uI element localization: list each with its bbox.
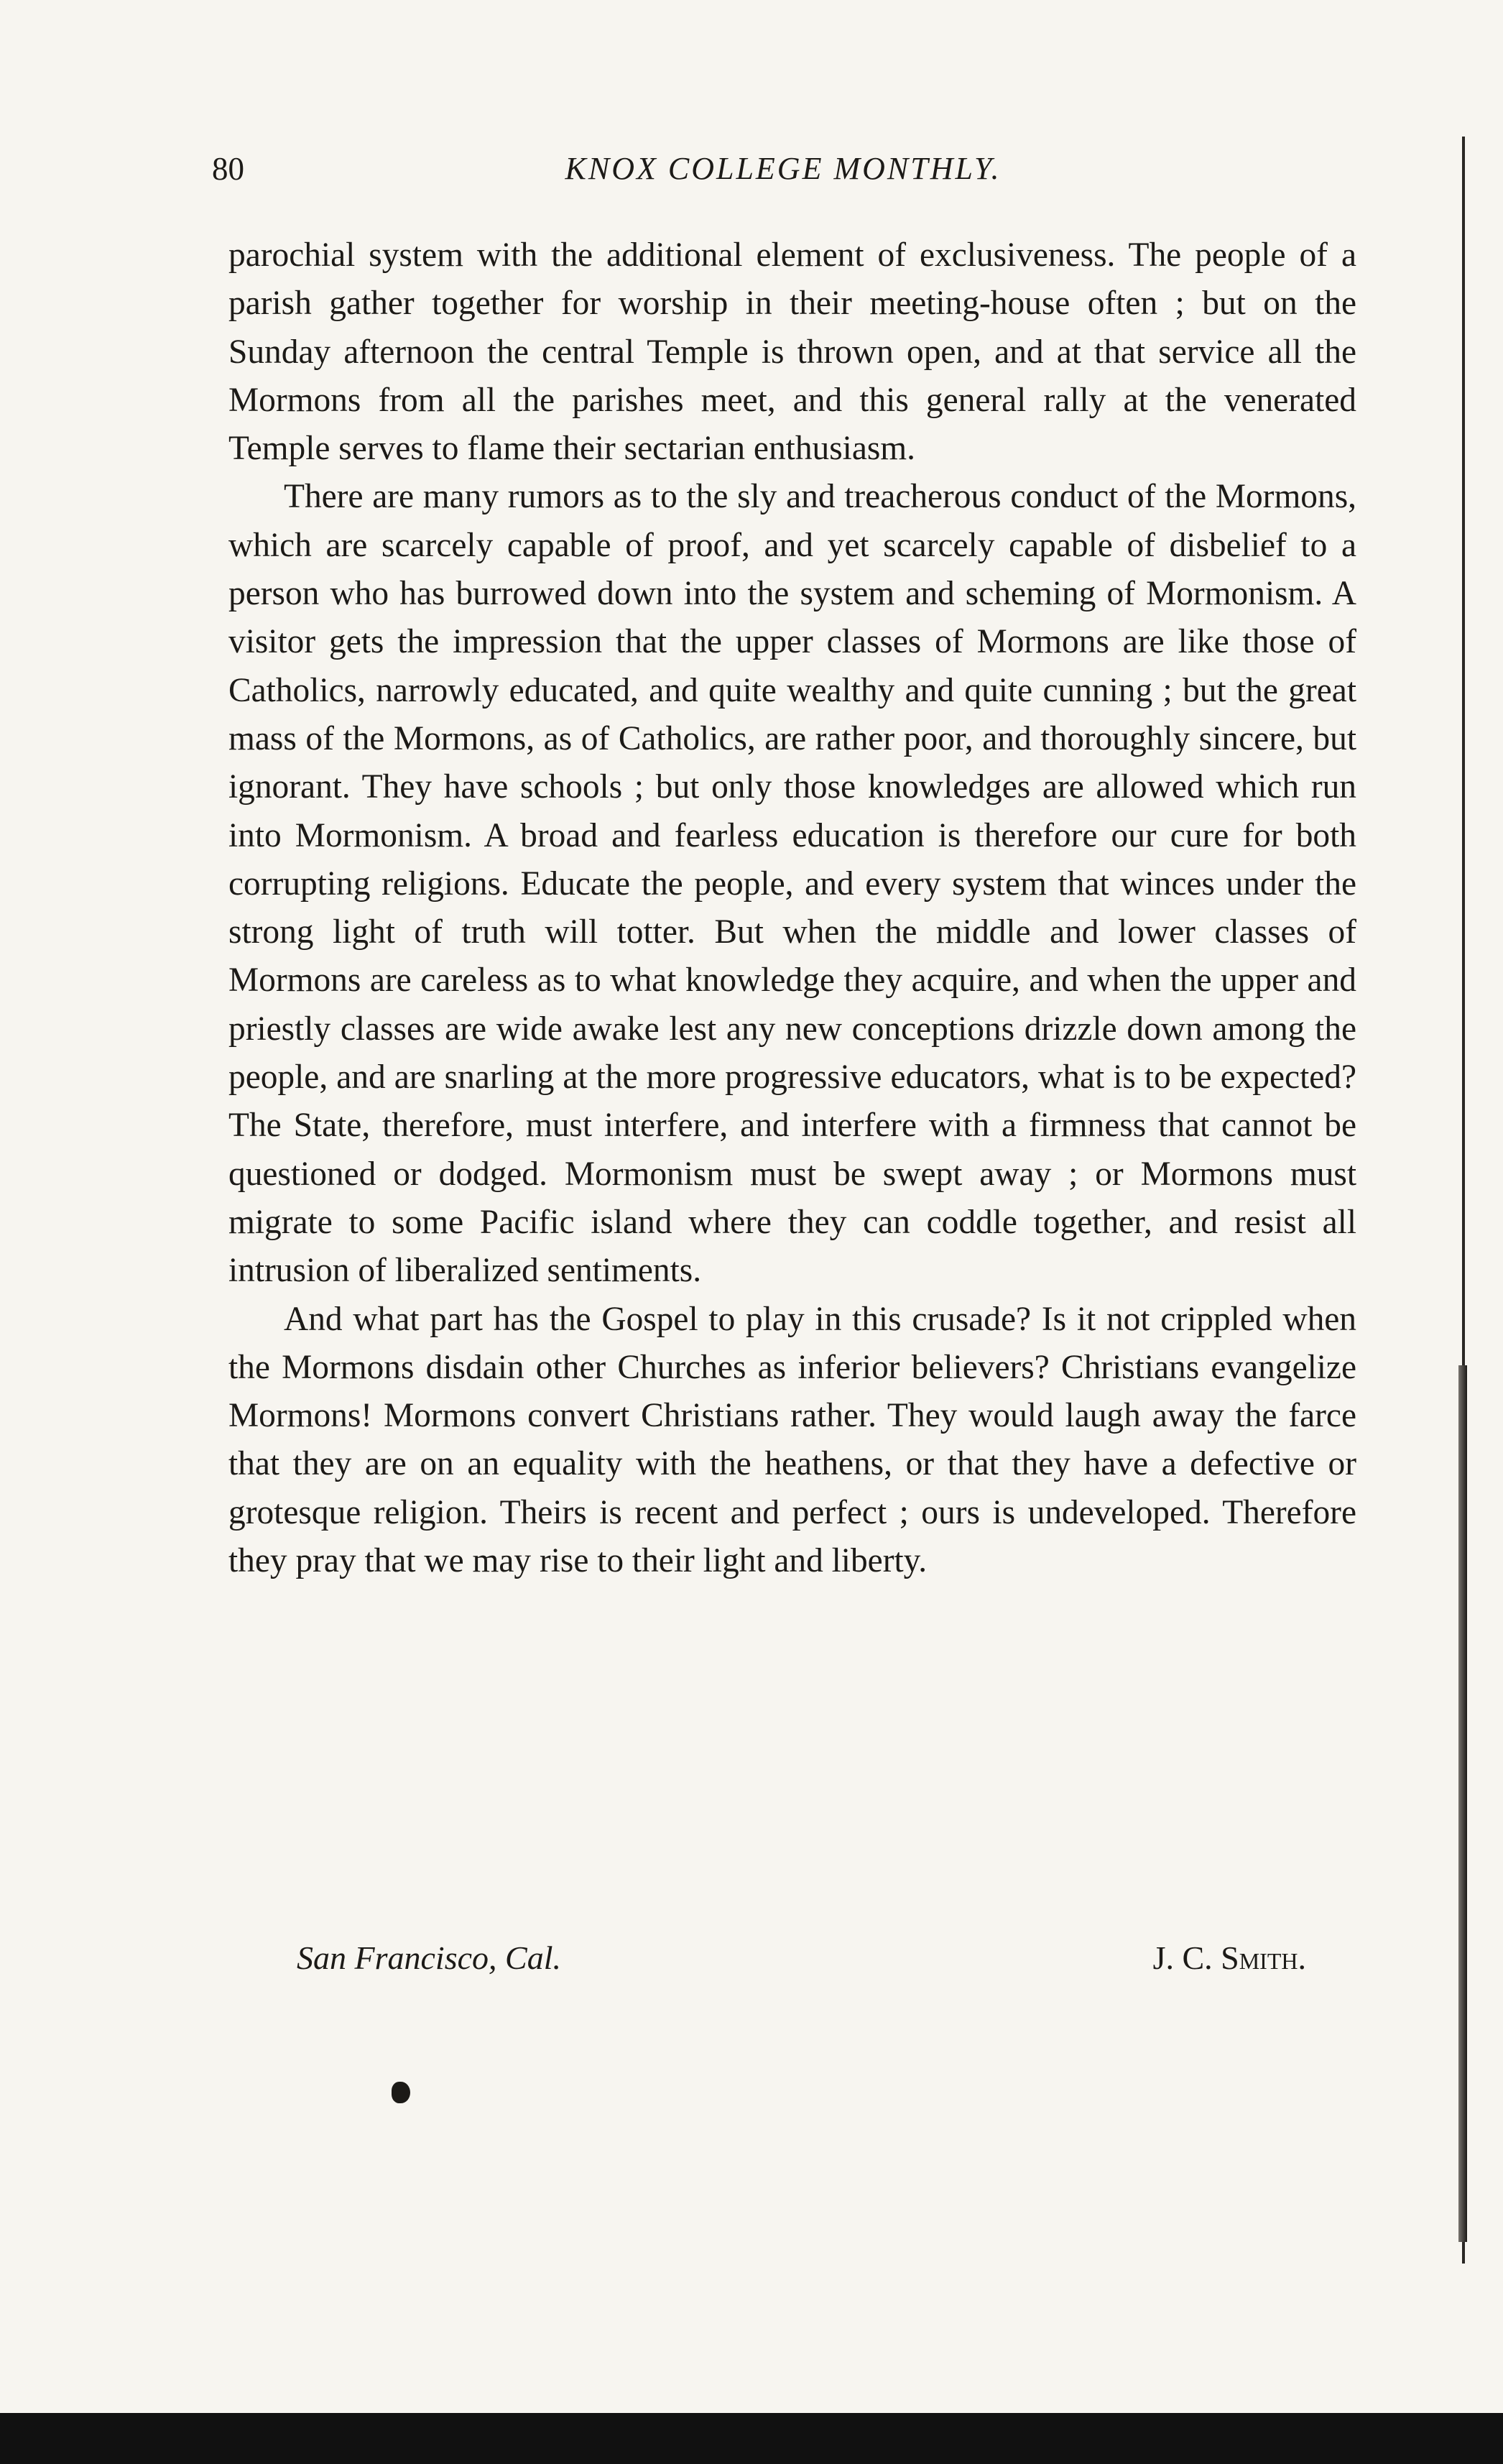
running-title: KNOX COLLEGE MONTHLY. — [565, 151, 1002, 186]
binding-shadow — [1458, 1365, 1467, 2242]
page-header — [212, 147, 1354, 190]
article-body — [228, 231, 1356, 1585]
ink-blot-mark — [392, 2082, 410, 2103]
paragraph-3: And what part has the Gospel to play in this crusade? Is it not crippled when the Mormons disdain other Churches as inferior believers? Christians evangelize Mormons! Mormons convert Christians rather. They would laugh away the farce that they are on an equality with the heathens, or that they have a defective or grotesque religion. Theirs is recent and perfect ; ours is undeveloped. Therefore they pray that we may rise to their light and liberty. — [228, 1300, 1356, 1580]
signature-line — [228, 1933, 1356, 1983]
signature-place: San Francisco, Cal. — [297, 1939, 561, 1976]
paragraph-2: There are many rumors as to the sly and treacherous conduct of the Mormons, which are scarcely capable of proof, and yet scarcely capable of disbelief to a person who has burrowed down into the system and scheming of Mormonism. A visitor gets the impression that the upper classes of Mormons are like those of Catholics, narrowly educated, and quite wealthy and quite cunning ; but the great mass of the Mormons, as of Catholics, are rather poor, and thoroughly sincere, but ignorant. They have schools ; but only those knowledges are allowed which run into Mormonism. A broad and fearless education is therefore our cure for both corrupting religions. Educate the people, and every system that winces under the strong light of truth will totter. But when the middle and lower classes of Mormons are careless as to what knowledge they acquire, and when the upper and priestly classes are wide awake lest any new conceptions drizzle down among the people, and are snarling at the more progressive educators, what is to be expected? The State, therefore, must interfere, and interfere with a firmness that cannot be questioned or dodged. Mormonism must be swept away ; or Mormons must migrate to some Pacific island where they can coddle together, and resist all intrusion of liberalized sentiments. — [228, 478, 1356, 1290]
scan-bottom-band — [0, 2413, 1503, 2464]
signature-author: J. C. Smith. — [1152, 1939, 1306, 1976]
paragraph-1: parochial system with the additional element of exclusiveness. The people of a parish gather together for worship in their meeting-house often ; but on the Sunday afternoon the central Temple is thrown open, and at that service all the Mormons from all the parishes meet, and this general rally at the venerated Temple serves to flame their sectarian enthusiasm. — [228, 236, 1356, 468]
page-number: 80 — [212, 151, 244, 187]
